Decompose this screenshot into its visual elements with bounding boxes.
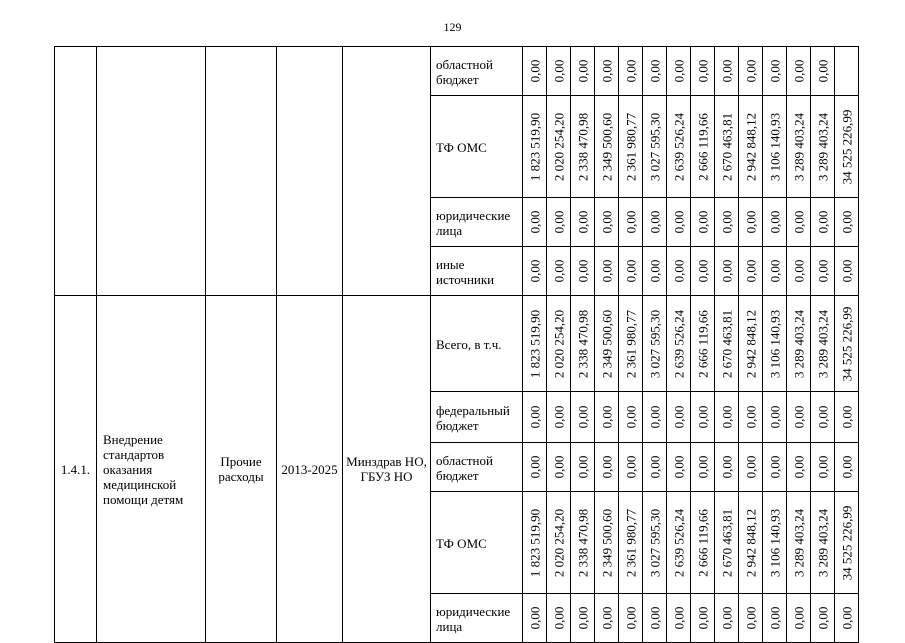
value-text: 2 942 848,12	[743, 508, 758, 577]
value-cell	[595, 296, 619, 392]
value-text: 2 020 254,20	[551, 508, 566, 577]
value-cell	[739, 492, 763, 594]
value-text: 2 338 470,98	[575, 309, 590, 378]
value-text: 0,00	[575, 210, 590, 234]
page-number: 129	[443, 20, 462, 34]
value-text: 0,00	[575, 606, 590, 630]
value-cell	[595, 443, 619, 492]
value-cell	[667, 392, 691, 443]
value-cell	[691, 96, 715, 198]
value-text: 3 289 403,24	[815, 112, 830, 181]
value-text: 0,00	[815, 455, 830, 479]
value-text: 34 525 226,99	[839, 109, 854, 184]
value-cell	[571, 296, 595, 392]
value-text: 3 106 140,93	[767, 112, 782, 181]
value-text: 0,00	[791, 59, 806, 83]
value-text: 0,00	[623, 606, 638, 630]
value-text: 3 106 140,93	[767, 309, 782, 378]
value-cell	[787, 96, 811, 198]
empty-cell	[97, 47, 206, 296]
value-cell	[643, 594, 667, 643]
value-cell	[739, 392, 763, 443]
value-text: 0,00	[719, 59, 734, 83]
value-text: 0,00	[743, 259, 758, 283]
value-text: 0,00	[647, 59, 662, 83]
value-text: 0,00	[671, 606, 686, 630]
value-text: 0,00	[767, 606, 782, 630]
value-cell	[715, 392, 739, 443]
value-cell	[571, 198, 595, 247]
funding-source: федеральный бюджет	[431, 392, 523, 443]
empty-cell	[206, 47, 277, 296]
value-cell	[523, 443, 547, 492]
value-text: 2 338 470,98	[575, 508, 590, 577]
value-cell	[547, 296, 571, 392]
value-cell	[691, 492, 715, 594]
value-cell	[811, 198, 835, 247]
value-cell	[667, 594, 691, 643]
value-cell	[523, 492, 547, 594]
value-text: 0,00	[599, 259, 614, 283]
value-cell	[715, 47, 739, 96]
value-cell	[835, 392, 859, 443]
value-text: 1 823 519,90	[527, 309, 542, 378]
value-cell	[691, 198, 715, 247]
value-cell	[691, 296, 715, 392]
value-text: 3 289 403,24	[815, 309, 830, 378]
value-cell	[811, 492, 835, 594]
funding-source: ТФ ОМС	[431, 96, 523, 198]
value-text: 2 020 254,20	[551, 112, 566, 181]
value-cell	[523, 594, 547, 643]
value-text: 3 027 595,30	[647, 112, 662, 181]
value-cell	[691, 443, 715, 492]
value-text: 2 666 119,66	[695, 112, 710, 181]
value-text: 0,00	[695, 606, 710, 630]
value-cell	[715, 492, 739, 594]
value-cell	[763, 198, 787, 247]
value-text: 0,00	[839, 405, 854, 429]
funding-source: Всего, в т.ч.	[431, 296, 523, 392]
value-text: 0,00	[575, 405, 590, 429]
value-text: 0,00	[623, 259, 638, 283]
value-cell	[523, 296, 547, 392]
value-cell	[739, 96, 763, 198]
value-cell	[739, 247, 763, 296]
value-cell	[619, 247, 643, 296]
value-cell	[523, 47, 547, 96]
value-cell	[787, 198, 811, 247]
value-text: 3 289 403,24	[791, 508, 806, 577]
value-cell	[547, 443, 571, 492]
budget-table	[54, 46, 859, 643]
value-cell	[835, 296, 859, 392]
value-cell	[619, 443, 643, 492]
value-text: 0,00	[791, 210, 806, 234]
value-text: 2 670 463,81	[719, 309, 734, 378]
value-cell	[739, 198, 763, 247]
value-text: 0,00	[767, 259, 782, 283]
value-text: 0,00	[575, 455, 590, 479]
value-text: 0,00	[719, 210, 734, 234]
value-cell	[595, 392, 619, 443]
value-text: 0,00	[671, 59, 686, 83]
value-text: 0,00	[695, 210, 710, 234]
funding-source: областной бюджет	[431, 47, 523, 96]
value-cell	[643, 96, 667, 198]
value-text: 2 639 526,24	[671, 112, 686, 181]
value-cell	[763, 443, 787, 492]
value-cell	[691, 47, 715, 96]
value-cell	[691, 392, 715, 443]
value-text: 2 942 848,12	[743, 112, 758, 181]
empty-cell	[277, 47, 343, 296]
value-cell	[715, 443, 739, 492]
value-text: 0,00	[719, 405, 734, 429]
value-text: 0,00	[839, 606, 854, 630]
value-cell	[739, 296, 763, 392]
value-text: 0,00	[551, 455, 566, 479]
value-text: 0,00	[551, 405, 566, 429]
value-text: 3 289 403,24	[791, 309, 806, 378]
value-text: 0,00	[719, 259, 734, 283]
value-text: 0,00	[815, 59, 830, 83]
value-text: 0,00	[815, 259, 830, 283]
value-text: 3 106 140,93	[767, 508, 782, 577]
table-row	[55, 47, 859, 96]
value-cell	[787, 47, 811, 96]
value-text: 1 823 519,90	[527, 112, 542, 181]
value-text: 2 639 526,24	[671, 309, 686, 378]
value-cell	[547, 47, 571, 96]
value-cell	[619, 198, 643, 247]
funding-source: ТФ ОМС	[431, 492, 523, 594]
value-text: 0,00	[791, 259, 806, 283]
value-cell	[739, 594, 763, 643]
value-cell	[547, 247, 571, 296]
value-cell	[643, 296, 667, 392]
value-text: 0,00	[599, 455, 614, 479]
value-text: 0,00	[671, 259, 686, 283]
value-cell	[715, 247, 739, 296]
value-cell	[835, 47, 859, 96]
value-cell	[571, 492, 595, 594]
funding-source: юридические лица	[431, 594, 523, 643]
value-cell	[811, 392, 835, 443]
value-text: 0,00	[599, 210, 614, 234]
value-cell	[619, 47, 643, 96]
value-cell	[619, 392, 643, 443]
value-text: 0,00	[623, 455, 638, 479]
value-cell	[595, 198, 619, 247]
value-cell	[835, 443, 859, 492]
value-cell	[595, 247, 619, 296]
value-cell	[811, 96, 835, 198]
value-cell	[667, 47, 691, 96]
value-text: 0,00	[551, 210, 566, 234]
value-text: 1 823 519,90	[527, 508, 542, 577]
value-text: 0,00	[647, 606, 662, 630]
value-cell	[763, 392, 787, 443]
value-text: 0,00	[527, 210, 542, 234]
value-text: 0,00	[791, 455, 806, 479]
value-text: 0,00	[719, 606, 734, 630]
value-text: 2 666 119,66	[695, 508, 710, 577]
value-cell	[595, 594, 619, 643]
value-cell	[667, 96, 691, 198]
value-cell	[763, 247, 787, 296]
value-cell	[547, 492, 571, 594]
value-text: 0,00	[695, 259, 710, 283]
value-cell	[739, 443, 763, 492]
value-text: 2 020 254,20	[551, 309, 566, 378]
value-cell	[787, 594, 811, 643]
value-cell	[787, 247, 811, 296]
table-row	[55, 296, 859, 392]
item-description: Внедрение стандартов оказания медицинской помощи детям	[97, 296, 206, 643]
value-cell	[811, 443, 835, 492]
value-text: 3 289 403,24	[791, 112, 806, 181]
value-cell	[835, 96, 859, 198]
value-cell	[763, 492, 787, 594]
value-cell	[763, 594, 787, 643]
value-cell	[763, 296, 787, 392]
value-text: 34 525 226,99	[839, 306, 854, 381]
value-cell	[763, 96, 787, 198]
value-cell	[739, 47, 763, 96]
value-text: 0,00	[743, 405, 758, 429]
value-cell	[811, 296, 835, 392]
value-text: 2 942 848,12	[743, 309, 758, 378]
value-text: 0,00	[767, 405, 782, 429]
value-text: 0,00	[527, 259, 542, 283]
value-cell	[523, 96, 547, 198]
funding-source: юридические лица	[431, 198, 523, 247]
value-cell	[595, 492, 619, 594]
item-period: 2013-2025	[277, 296, 343, 643]
value-cell	[523, 198, 547, 247]
value-text: 0,00	[791, 606, 806, 630]
value-text: 0,00	[623, 59, 638, 83]
value-cell	[643, 443, 667, 492]
value-cell	[571, 594, 595, 643]
value-text: 0,00	[815, 405, 830, 429]
value-text: 0,00	[671, 405, 686, 429]
value-text: 0,00	[815, 210, 830, 234]
value-text: 0,00	[647, 405, 662, 429]
value-cell	[643, 47, 667, 96]
value-cell	[787, 392, 811, 443]
value-cell	[667, 492, 691, 594]
value-text: 0,00	[623, 210, 638, 234]
value-cell	[595, 96, 619, 198]
value-cell	[547, 594, 571, 643]
value-cell	[643, 492, 667, 594]
value-text: 2 349 500,60	[599, 309, 614, 378]
value-text: 0,00	[767, 455, 782, 479]
value-cell	[787, 296, 811, 392]
value-text: 0,00	[575, 59, 590, 83]
value-text: 0,00	[839, 259, 854, 283]
value-text: 0,00	[647, 210, 662, 234]
value-text: 3 289 403,24	[815, 508, 830, 577]
empty-cell	[55, 47, 97, 296]
value-cell	[811, 47, 835, 96]
value-cell	[691, 247, 715, 296]
value-text: 0,00	[695, 455, 710, 479]
value-text: 0,00	[815, 606, 830, 630]
value-cell	[715, 594, 739, 643]
value-cell	[811, 594, 835, 643]
value-cell	[643, 247, 667, 296]
value-text: 0,00	[719, 455, 734, 479]
item-number: 1.4.1.	[55, 296, 97, 643]
funding-source: областной бюджет	[431, 443, 523, 492]
value-cell	[691, 594, 715, 643]
item-executor: Минздрав НО, ГБУЗ НО	[343, 296, 431, 643]
value-cell	[811, 247, 835, 296]
value-text: 2 338 470,98	[575, 112, 590, 181]
value-cell	[547, 96, 571, 198]
value-text: 0,00	[599, 606, 614, 630]
funding-source: иные источники	[431, 247, 523, 296]
value-cell	[619, 594, 643, 643]
value-text: 0,00	[599, 405, 614, 429]
value-cell	[835, 247, 859, 296]
value-text: 0,00	[767, 59, 782, 83]
value-text: 0,00	[671, 455, 686, 479]
value-text: 0,00	[623, 405, 638, 429]
value-cell	[763, 47, 787, 96]
value-cell	[715, 296, 739, 392]
value-text: 0,00	[599, 59, 614, 83]
value-text: 2 361 980,77	[623, 508, 638, 577]
value-cell	[643, 198, 667, 247]
value-text: 0,00	[527, 606, 542, 630]
value-cell	[571, 247, 595, 296]
value-text: 0,00	[527, 405, 542, 429]
value-text: 2 361 980,77	[623, 309, 638, 378]
value-cell	[619, 296, 643, 392]
value-text: 0,00	[743, 210, 758, 234]
value-cell	[523, 247, 547, 296]
value-text: 0,00	[743, 455, 758, 479]
value-text: 0,00	[743, 606, 758, 630]
value-text: 0,00	[575, 259, 590, 283]
value-cell	[715, 96, 739, 198]
value-cell	[619, 492, 643, 594]
value-text: 0,00	[695, 405, 710, 429]
value-cell	[571, 443, 595, 492]
value-text: 0,00	[527, 59, 542, 83]
value-cell	[835, 594, 859, 643]
value-text: 0,00	[551, 259, 566, 283]
value-cell	[523, 392, 547, 443]
value-text: 0,00	[647, 455, 662, 479]
value-cell	[667, 198, 691, 247]
value-text: 0,00	[791, 405, 806, 429]
value-text: 0,00	[839, 455, 854, 479]
value-cell	[667, 247, 691, 296]
value-cell	[571, 392, 595, 443]
value-text: 3 027 595,30	[647, 309, 662, 378]
value-text: 2 361 980,77	[623, 112, 638, 181]
value-cell	[667, 443, 691, 492]
value-text: 0,00	[743, 59, 758, 83]
value-text: 2 670 463,81	[719, 112, 734, 181]
value-cell	[571, 96, 595, 198]
value-text: 0,00	[767, 210, 782, 234]
value-text: 3 027 595,30	[647, 508, 662, 577]
value-text: 0,00	[551, 606, 566, 630]
empty-cell	[343, 47, 431, 296]
value-cell	[547, 392, 571, 443]
value-cell	[715, 198, 739, 247]
value-text: 0,00	[671, 210, 686, 234]
value-cell	[787, 492, 811, 594]
value-cell	[547, 198, 571, 247]
value-cell	[835, 198, 859, 247]
value-text: 2 666 119,66	[695, 309, 710, 378]
value-cell	[595, 47, 619, 96]
value-text: 0,00	[695, 59, 710, 83]
value-text: 0,00	[551, 59, 566, 83]
value-cell	[619, 96, 643, 198]
value-cell	[787, 443, 811, 492]
value-cell	[667, 296, 691, 392]
expense-type: Прочие расходы	[206, 296, 277, 643]
value-text: 0,00	[647, 259, 662, 283]
value-text: 0,00	[527, 455, 542, 479]
value-cell	[835, 492, 859, 594]
value-cell	[643, 392, 667, 443]
value-text: 2 670 463,81	[719, 508, 734, 577]
value-text: 2 349 500,60	[599, 112, 614, 181]
value-text: 2 349 500,60	[599, 508, 614, 577]
value-text: 2 639 526,24	[671, 508, 686, 577]
value-cell	[571, 47, 595, 96]
value-text: 34 525 226,99	[839, 505, 854, 580]
value-text: 0,00	[839, 210, 854, 234]
